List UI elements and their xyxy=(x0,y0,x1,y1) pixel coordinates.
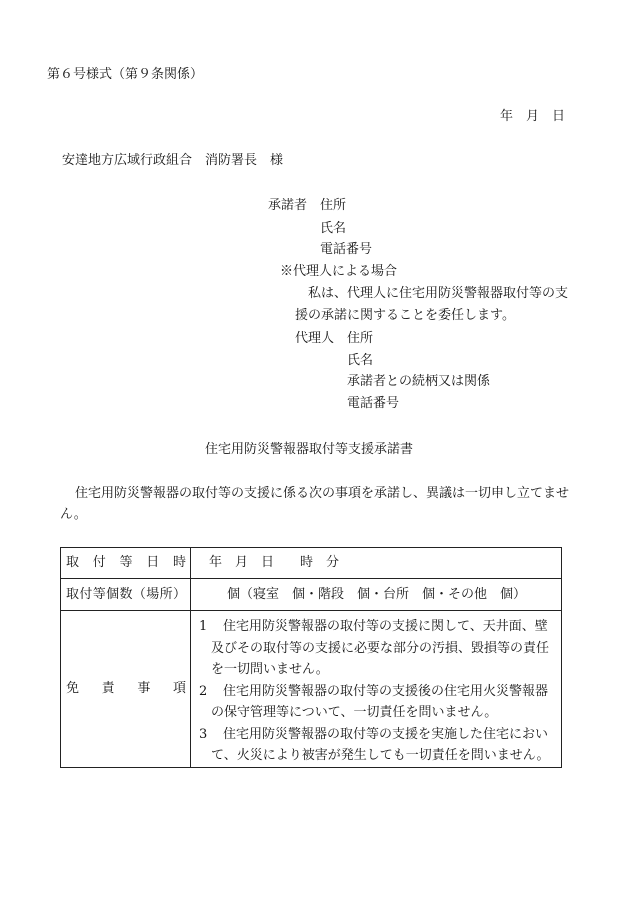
exemption-item-line xyxy=(199,724,561,746)
proxy-note: ※代理人による場合 xyxy=(280,264,398,279)
exemption-label: 免責事項 xyxy=(61,611,191,768)
proxy-address-field: 住所 xyxy=(347,331,374,346)
exemption-items xyxy=(191,611,562,768)
table-row-exemption xyxy=(61,611,562,768)
item-text: 住宅用防災警報器の取付等の支援後の住宅用火災警報器 xyxy=(223,683,549,699)
item-text: 住宅用防災警報器の取付等の支援を実施した住宅におい xyxy=(223,726,549,742)
consenter-phone-field: 電話番号 xyxy=(320,242,373,257)
exemption-item-line: の保守管理等について、一切責任を問いません。 xyxy=(211,705,498,720)
body-line-1: 住宅用防災警報器の取付等の支援に係る次の事項を承諾し、異議は一切申し立てませ xyxy=(75,486,570,501)
exemption-item-line: 及びその取付等の支援に必要な部分の汚損、毀損等の責任 xyxy=(211,640,550,656)
exemption-item-line xyxy=(199,681,561,703)
proxy-label: 代理人 xyxy=(295,331,335,346)
consent-table xyxy=(60,547,562,768)
exemption-item-line xyxy=(199,616,561,638)
exemption-item-3 xyxy=(199,724,561,767)
exemption-item-2 xyxy=(199,681,561,724)
item-number: 2 xyxy=(199,683,208,699)
datetime-label: 取付等日時 xyxy=(61,548,191,579)
proxy-name-field: 氏名 xyxy=(347,353,374,368)
delegation-line-2: 援の承諾に関することを委任します。 xyxy=(295,308,515,323)
form-number: 第６号様式（第９条関係） xyxy=(47,67,204,82)
exemption-item-1 xyxy=(199,616,561,681)
table-row-count xyxy=(61,579,562,611)
addressee: 安達地方広域行政組合 消防署長 様 xyxy=(62,153,284,168)
body-line-2: ん。 xyxy=(60,507,87,522)
delegation-line-1: 私は、代理人に住宅用防災警報器取付等の支 xyxy=(308,286,569,301)
proxy-phone-field: 電話番号 xyxy=(347,396,400,411)
consenter-name-field: 氏名 xyxy=(320,221,347,236)
item-text: 住宅用防災警報器の取付等の支援に関して、天井面、壁 xyxy=(223,619,548,634)
count-label: 取付等個数（場所） xyxy=(61,579,191,611)
table-row-datetime xyxy=(61,548,562,579)
consenter-address-field: 住所 xyxy=(320,198,347,213)
item-number: 1 xyxy=(199,619,208,634)
exemption-item-line: て、火災により被害が発生しても一切責任を問いません。 xyxy=(211,748,550,763)
consenter-label: 承諾者 xyxy=(268,198,308,213)
date-line: 年 月 日 xyxy=(500,109,566,124)
count-value: 個（寝室 個・階段 個・台所 個・その他 個） xyxy=(191,579,562,611)
proxy-relationship-field: 承諾者との続柄又は関係 xyxy=(347,374,491,389)
exemption-item-line: を一切問いません。 xyxy=(211,662,329,677)
datetime-value: 年 月 日 時 分 xyxy=(191,548,562,579)
item-number: 3 xyxy=(199,726,208,742)
document-title: 住宅用防災警報器取付等支援承諾書 xyxy=(205,442,414,457)
